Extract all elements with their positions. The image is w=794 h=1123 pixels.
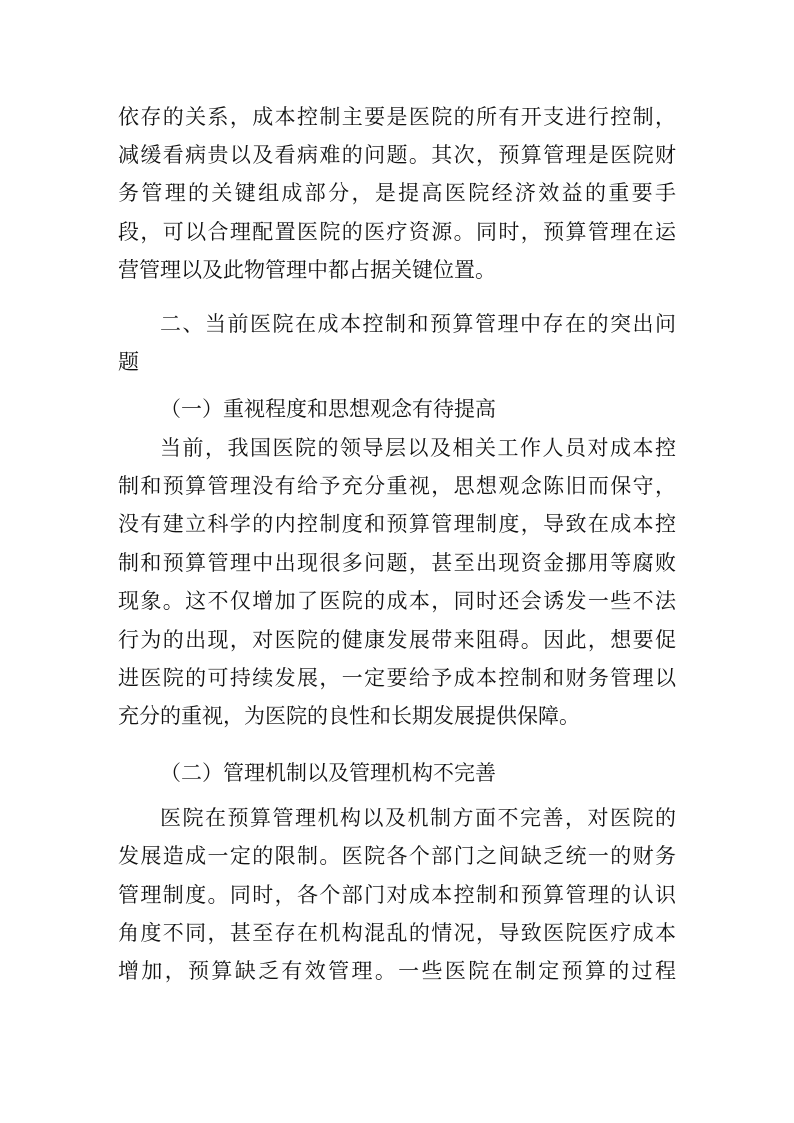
subsection-heading: （一）重视程度和思想观念有待提高	[160, 397, 496, 421]
paragraph-line: 角度不同，甚至存在机构混乱的情况，导致医院医疗成本	[118, 921, 676, 945]
section-heading: 二、当前医院在成本控制和预算管理中存在的突出问	[160, 312, 676, 336]
paragraph-line: 没有建立科学的内控制度和预算管理制度，导致在成本控	[118, 512, 676, 536]
section-heading-continued: 题	[118, 350, 139, 374]
paragraph-line: 充分的重视，为医院的良性和长期发展提供保障。	[118, 704, 580, 728]
paragraph-line: 务管理的关键组成部分，是提高医院经济效益的重要手	[118, 181, 676, 205]
subsection-heading: （二）管理机制以及管理机构不完善	[160, 761, 496, 785]
paragraph-line: 制和预算管理没有给予充分重视，思想观念陈旧而保守，	[118, 474, 676, 498]
paragraph-line: 医院在预算管理机构以及机制方面不完善，对医院的	[160, 806, 676, 830]
paragraph-line: 营管理以及此物管理中都占据关键位置。	[118, 258, 496, 282]
paragraph-line: 制和预算管理中出现很多问题，甚至出现资金挪用等腐败	[118, 551, 676, 575]
paragraph-line: 现象。这不仅增加了医院的成本，同时还会诱发一些不法	[118, 589, 676, 613]
paragraph-line: 管理制度。同时，各个部门对成本控制和预算管理的认识	[118, 883, 676, 907]
paragraph-line: 当前，我国医院的领导层以及相关工作人员对成本控	[160, 436, 676, 460]
paragraph-line: 进医院的可持续发展，一定要给予成本控制和财务管理以	[118, 666, 676, 690]
paragraph-line: 发展造成一定的限制。医院各个部门之间缺乏统一的财务	[118, 844, 676, 868]
paragraph-line: 依存的关系，成本控制主要是医院的所有开支进行控制，	[118, 105, 676, 129]
paragraph-line: 段，可以合理配置医院的医疗资源。同时，预算管理在运	[118, 220, 676, 244]
paragraph-line: 减缓看病贵以及看病难的问题。其次，预算管理是医院财	[118, 143, 676, 167]
paragraph-line: 增加，预算缺乏有效管理。一些医院在制定预算的过程	[118, 959, 676, 983]
paragraph-line: 行为的出现，对医院的健康发展带来阻碍。因此，想要促	[118, 628, 676, 652]
